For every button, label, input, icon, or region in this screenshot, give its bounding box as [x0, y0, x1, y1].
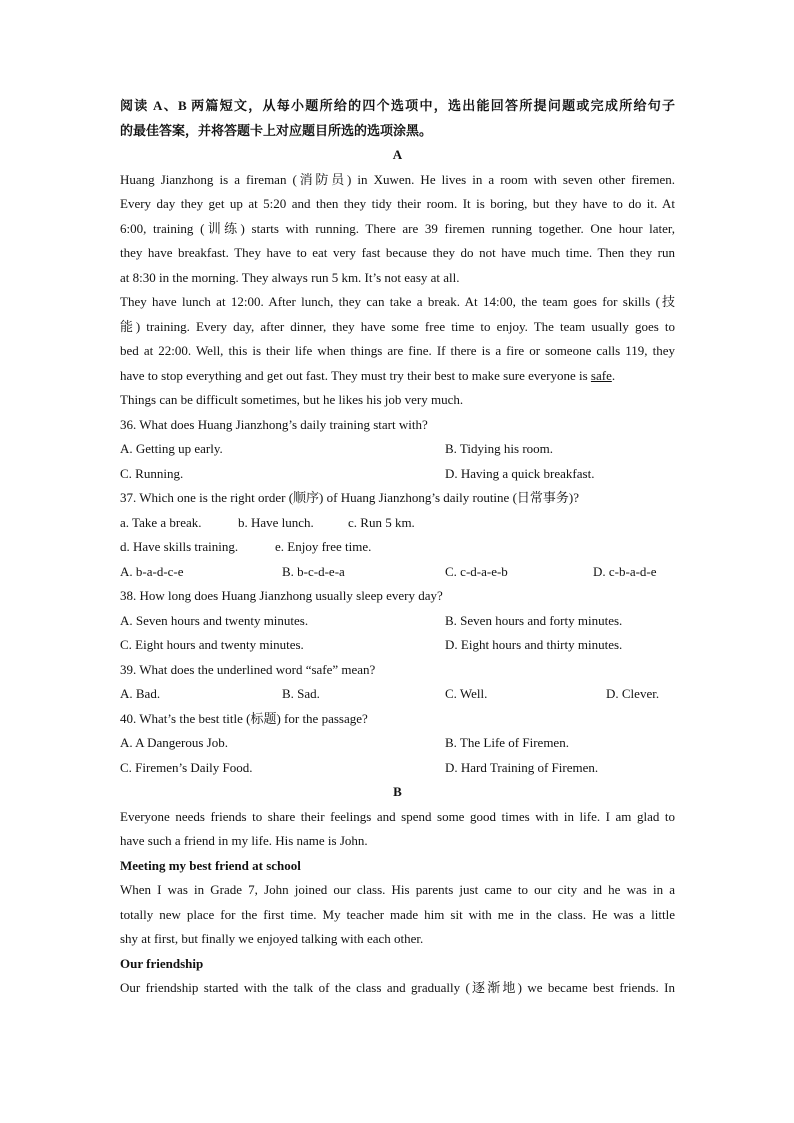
passage-a-line: they have breakfast. They have to eat very fast because they do not have much time. Then they run: [120, 245, 675, 260]
question-36: 36. What does Huang Jianzhong’s daily training start with?: [120, 416, 428, 432]
q36-option-d[interactable]: D. Having a quick breakfast.: [445, 465, 595, 481]
q37-item-d: d. Have skills training.: [120, 539, 239, 554]
q37-options-row: [120, 560, 675, 585]
q37-option-a[interactable]: A. b-a-d-c-e: [120, 563, 184, 579]
passage-a-line: They have lunch at 12:00. After lunch, they can take a break. At 14:00, the team goes for skills (技: [120, 294, 675, 309]
q38-option-d[interactable]: D. Eight hours and thirty minutes.: [445, 637, 623, 652]
section-b-heading: B: [393, 784, 402, 799]
q36-option-b[interactable]: B. Tidying his room.: [445, 441, 554, 456]
q37-item-a: a. Take a break.: [120, 514, 202, 530]
passage-b-line: totally new place for the first time. My teacher made him sit with me in the class. He was a little: [120, 906, 675, 922]
passage-b-line: Everyone needs friends to share their feelings and spend some good times with in life. I am glad to: [120, 808, 675, 824]
question-40: 40. What’s the best title (标题) for the passage?: [120, 710, 368, 726]
q37-option-b[interactable]: B. b-c-d-e-a: [282, 563, 345, 579]
passage-b-line: When I was in Grade 7, John joined our class. His parents just came to our city and he was in a: [120, 882, 675, 897]
q38-options-row-2: [120, 633, 675, 658]
passage-a-line: bed at 22:00. Well, this is their life when things are fine. If there is a fire or someone calls 119, they: [120, 343, 675, 358]
q40-options-row-2: [120, 756, 675, 781]
passage-a-text: have to stop everything and get out fast. They must try their best to make sure everyone is: [120, 367, 591, 383]
underlined-word-safe: safe: [590, 367, 612, 383]
q37-option-d[interactable]: D. c-b-a-d-e: [593, 563, 657, 579]
q39-option-c[interactable]: C. Well.: [445, 686, 488, 701]
q38-options-row-1: [120, 609, 675, 634]
passage-b-line: shy at first, but finally we enjoyed talking with each other.: [120, 931, 424, 946]
q37-item-b: b. Have lunch.: [238, 514, 314, 530]
instructions-line-1: 阅读 A、B 两篇短文，从每小题所给的四个选项中，选出能回答所提问题或完成所给句子: [120, 98, 675, 113]
passage-a-line: 6:00, training (训练) starts with running. There are 39 firemen running together. One hour later,: [120, 220, 675, 236]
instructions-line-2: 的最佳答案，并将答题卡上对应题目所选的选项涂黑。: [120, 122, 433, 138]
passage-a-line: Things can be difficult sometimes, but he likes his job very much.: [120, 392, 464, 407]
q37-item-c: c. Run 5 km.: [348, 514, 415, 530]
q36-options-row-1: [120, 437, 675, 462]
subheading-meeting: Meeting my best friend at school: [120, 857, 301, 873]
section-a-heading: A: [392, 147, 403, 162]
passage-b-line: Our friendship started with the talk of the class and gradually (逐渐地) we became best friends. In: [120, 980, 675, 995]
q40-option-b[interactable]: B. The Life of Firemen.: [445, 735, 569, 750]
passage-a-line: [120, 364, 675, 389]
q37-option-c[interactable]: C. c-d-a-e-b: [445, 563, 508, 579]
q39-options-row: [120, 682, 675, 707]
q39-option-d[interactable]: D. Clever.: [606, 686, 660, 701]
q39-option-b[interactable]: B. Sad.: [282, 686, 320, 701]
q38-option-a[interactable]: A. Seven hours and twenty minutes.: [120, 612, 309, 628]
q39-option-a[interactable]: A. Bad.: [120, 686, 161, 701]
q36-options-row-2: [120, 462, 675, 487]
q36-option-a[interactable]: A. Getting up early.: [120, 441, 223, 456]
document-page: [120, 94, 675, 1001]
q38-option-b[interactable]: B. Seven hours and forty minutes.: [445, 612, 623, 628]
q40-options-row-1: [120, 731, 675, 756]
q36-option-c[interactable]: C. Running.: [120, 465, 184, 481]
question-38: 38. How long does Huang Jianzhong usually sleep every day?: [120, 588, 443, 603]
passage-a-line: 能) training. Every day, after dinner, they have some free time to enjoy. The team usually goes to: [120, 318, 675, 334]
q37-items-row-2: [120, 535, 675, 560]
q40-option-d[interactable]: D. Hard Training of Firemen.: [445, 759, 599, 775]
q40-option-a[interactable]: A. A Dangerous Job.: [120, 735, 228, 750]
q40-option-c[interactable]: C. Firemen’s Daily Food.: [120, 759, 253, 775]
passage-a-line: Huang Jianzhong is a fireman (消防员) in Xuwen. He lives in a room with seven other firemen.: [120, 171, 675, 187]
question-37: 37. Which one is the right order (顺序) of Huang Jianzhong’s daily routine (日常事务)?: [120, 490, 579, 505]
q37-item-e: e. Enjoy free time.: [275, 539, 372, 554]
q38-option-c[interactable]: C. Eight hours and twenty minutes.: [120, 637, 304, 652]
subheading-friendship: Our friendship: [120, 955, 204, 971]
q37-items-row-1: [120, 511, 675, 536]
passage-a-line: Every day they get up at 5:20 and then they tidy their room. It is boring, but they have to do it. At: [120, 196, 675, 211]
passage-a-line: at 8:30 in the morning. They always run 5 km. It’s not easy at all.: [120, 269, 460, 285]
passage-b-line: have such a friend in my life. His name is John.: [120, 833, 368, 848]
question-39: 39. What does the underlined word “safe” mean?: [120, 661, 376, 677]
passage-a-text: .: [611, 367, 616, 383]
